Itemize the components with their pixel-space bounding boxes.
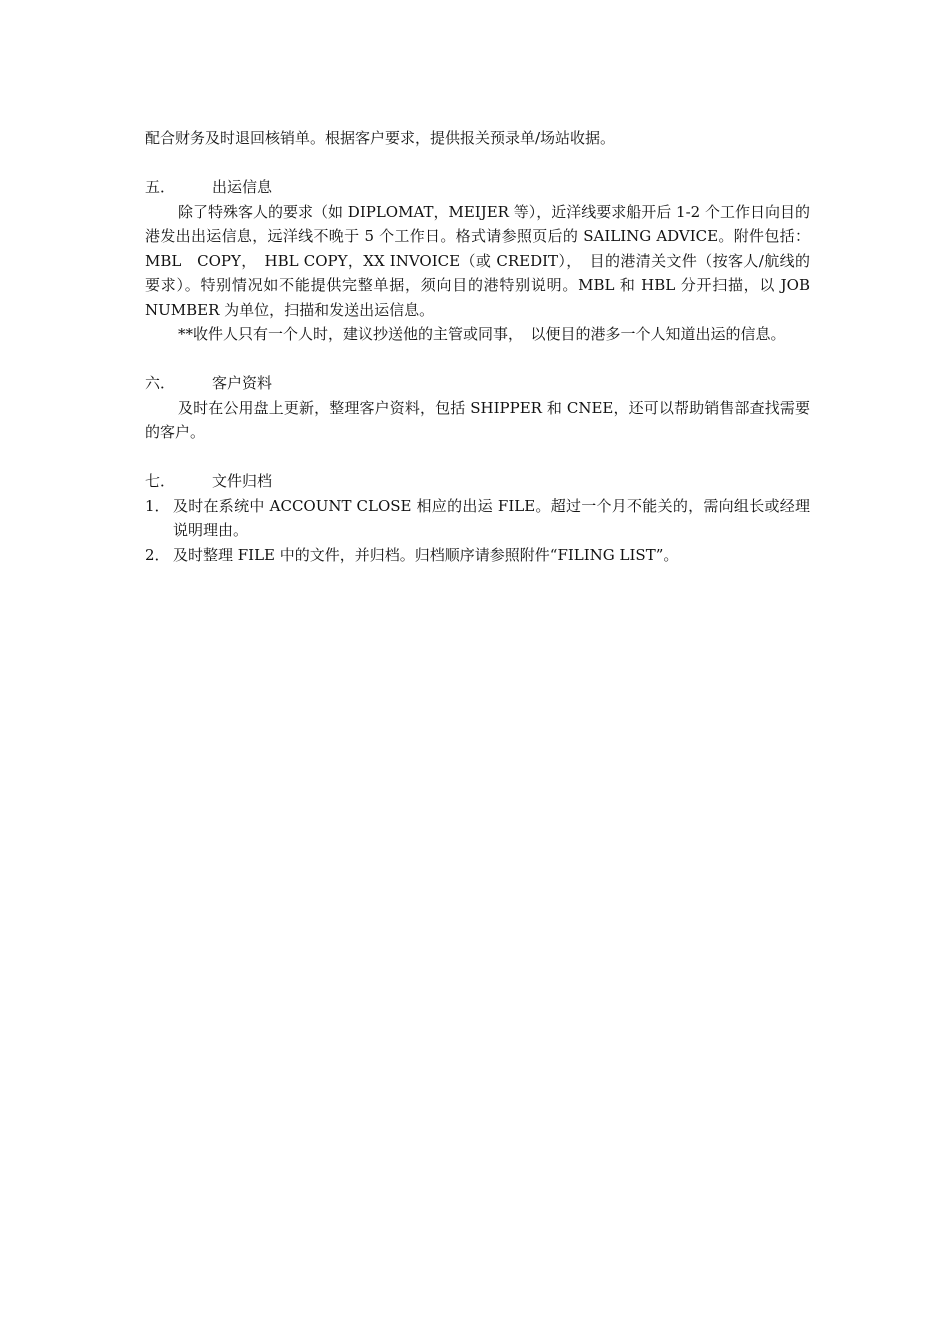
list-item	[145, 543, 810, 568]
section-title: 文件归档	[212, 472, 273, 490]
recipient-note-paragraph: **收件人只有一个人时，建议抄送他的主管或同事， 以便目的港多一个人知道出运的信息。	[178, 325, 786, 343]
section-heading-5	[145, 175, 810, 200]
list-item-text: 及时在系统中 ACCOUNT CLOSE 相应的出运 FILE。超过一个月不能关的，需向组长或经理说明理由。	[173, 496, 810, 539]
section-number: 七．	[145, 472, 176, 490]
customer-data-paragraph: 及时在公用盘上更新，整理客户资料，包括 SHIPPER 和 CNEE，还可以帮助销售部查找需要的客户。	[145, 398, 810, 441]
lead-paragraph: 配合财务及时退回核销单。根据客户要求，提供报关预录单/场站收据。	[145, 129, 616, 147]
spacer	[145, 347, 810, 372]
section-number: 六．	[145, 374, 176, 392]
sailing-info-paragraph: 除了特殊客人的要求（如 DIPLOMAT，MEIJER 等），近洋线要求船开后 1-2 个工作日向目的港发出出运信息，远洋线不晚于 5 个工作日。格式请参照页后的 SAILING ADVICE。附件包括：MBL COPY， HBL COPY，XX INVOICE（或 CREDIT）， 目的港清关文件（按客人/航线的要求）。特别情况如不能提供完整单据，须向目的港特别说明。MBL 和 HBL 分开扫描，以 JOB NUMBER 为单位，扫描和发送出运信息。	[145, 202, 810, 319]
section-title: 出运信息	[212, 178, 273, 196]
document-body	[145, 126, 810, 567]
spacer	[145, 151, 810, 176]
list-item-number: 2．	[145, 545, 170, 564]
section-title: 客户资料	[212, 374, 273, 392]
spacer	[145, 445, 810, 470]
section-heading-6	[145, 371, 810, 396]
list-item	[145, 494, 810, 543]
list-item-number: 1．	[145, 496, 170, 515]
section-heading-7	[145, 469, 810, 494]
section-number: 五．	[145, 178, 176, 196]
list-item-text: 及时整理 FILE 中的文件，并归档。归档顺序请参照附件“FILING LIST”。	[173, 545, 679, 564]
